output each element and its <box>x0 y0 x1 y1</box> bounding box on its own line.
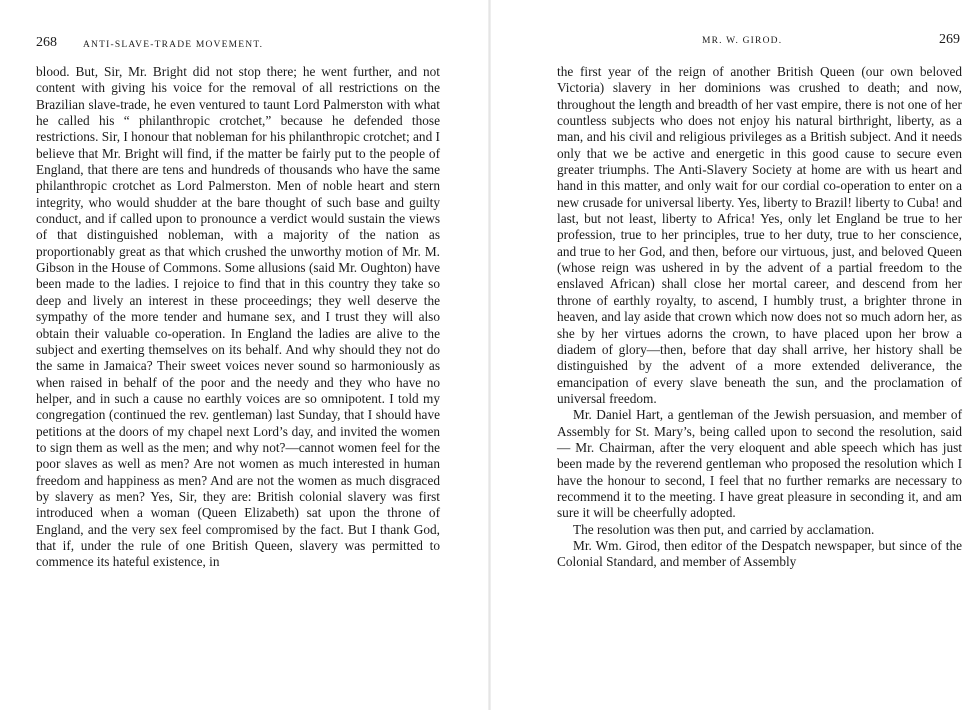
right-page-number: 269 <box>939 32 960 47</box>
left-page-header <box>36 36 440 52</box>
paragraph: blood. But, Sir, Mr. Bright did not stop there; he went further, and not content with giving his voice for the removal of all restrictions on the Brazilian slave-trade, he even ventured to taunt Lord Palmerston with what he called his “ philanthropic crotchet,” because he defended those restrictions. Sir, I honour that nobleman for his philanthropic crotchet; and I believe that Mr. Bright will find, if the matter be fairly put to the people of England, that there are tens and hundreds of thousands who have the same philanthropic crotchet as Lord Palmerston. Men of noble heart and stern integrity, who would shudder at the bare thought of such base and guilty conduct, and if called upon to pronounce a verdict would sustain the views of that distinguished nobleman, with a majority of the nation as proportionably great as that which crushed the unworthy motion of Mr. M. Gibson in the House of Commons. Some allusions (said Mr. Oughton) have been made to the ladies. I rejoice to find that in this country they take so deep and lively an interest in these proceedings; they well deserve the sympathy of the more tender and humane sex, and I trust they will also obtain their valuable co-operation. In England the ladies are alive to the subject and exerting themselves on its behalf. And why should they not do the same in Jamaica? Their sweet voices never sound so harmoniously as when raised in behalf of the poor and the needy and they who have no helper, and in such a cause no earthly voices are so omnipotent. I told my congregation (continued the rev. gentleman) last Sunday, that I should have petitions at the doors of my chapel next Lord’s day, and invited the women to sign them as well as the men; and why not?—cannot women feel for the poor slaves as well as men? Are not women as much interested in human freedom and happiness as men? And are not the women as much disgraced by slavery as men? Yes, Sir, they are: British colonial slavery was first introduced when a woman (Queen Elizabeth) sat upon the throne of England, and the very sex feel compromised by the fact. But I thank God, that if, under the rule of one British Queen, slavery was permitted to commence its hateful existence, in <box>36 64 440 570</box>
right-running-head: MR. W. GIROD. <box>702 36 783 46</box>
paragraph: Mr. Wm. Girod, then editor of the Despatch newspaper, but since of the Colonial Standard, and member of Assembly <box>557 537 962 570</box>
paragraph: the first year of the reign of another British Queen (our own beloved Victoria) slavery in her dominions was crushed to death; and now, throughout the length and breadth of her vast empire, there is not one of her countless subjects who does not enjoy his natural birthright, liberty, as a man, and his civil and religious privileges as a British subject. And it needs only that we be active and energetic in this good cause to secure even greater triumphs. The Anti-Slavery Society at home are with us heart and hand in this matter, and only wait for our cordial co-operation to enter on a new crusade for universal liberty. Yes, liberty to Brazil! liberty to Cuba! and last, but not least, liberty to Africa! Yes, only let England be true to her profession, true to her principles, true to her duty, true to her conscience, and true to her God, and then, before our virtuous, just, and beloved Queen (whose reign was ushered in by the advent of a partial freedom to the enslaved African) shall close her mortal career, and descend from her throne of earthly royalty, to ascend, I humbly trust, a brighter throne in heaven, and lay aside that crown which now does not so much adorn her, as she by her virtues adorns the crown, to have placed upon her brow a diadem of glory—then, before that day shall arrive, her history shall be distinguished by the advent of a more extended deliverance, the emancipation of every slave beneath the sun, and the proclamation of universal freedom. <box>557 64 962 406</box>
paragraph: Mr. Daniel Hart, a gentleman of the Jewish persuasion, and member of Assembly for St. Mary’s, being called upon to second the resolution, said — Mr. Chairman, after the very eloquent and able speech which has just been made by the reverend gentleman who proposed the resolution which I have the honour to second, I feel that no further remarks are necessary to recommend it to the meeting. I have great pleasure in seconding it, and am sure it will be cheerfully adopted. <box>557 407 962 521</box>
left-page-number: 268 <box>36 35 57 50</box>
right-page-body <box>557 64 962 571</box>
right-page-header <box>562 32 960 52</box>
left-page-body <box>36 64 440 571</box>
left-running-head: ANTI-SLAVE-TRADE MOVEMENT. <box>83 40 264 50</box>
right-page <box>490 0 980 710</box>
paragraph: The resolution was then put, and carried by acclamation. <box>573 521 875 537</box>
